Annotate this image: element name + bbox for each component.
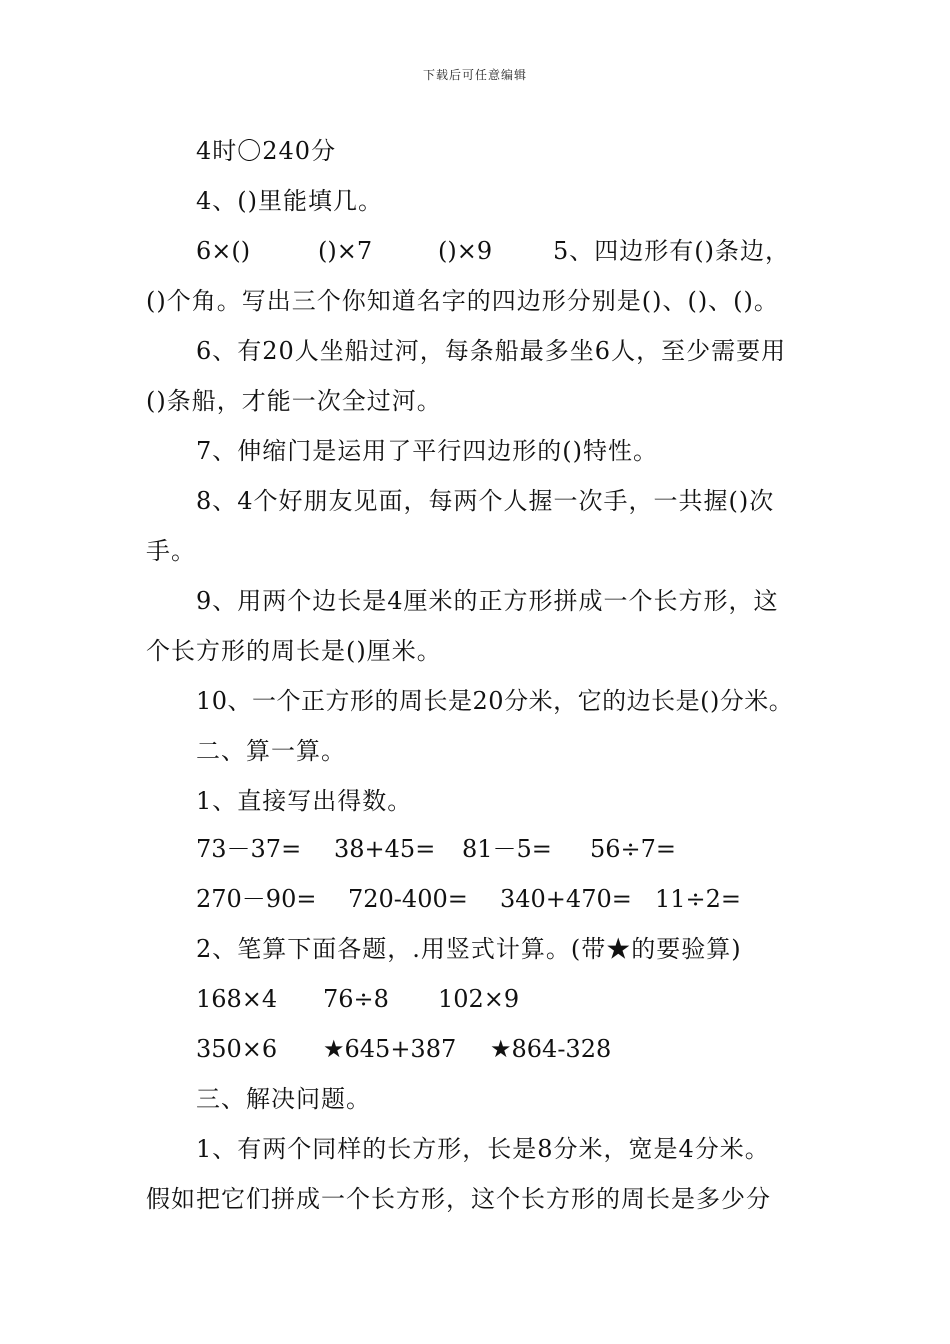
calc-item: 81－5= [462, 835, 552, 863]
calc-item: 73－37= [196, 835, 302, 863]
blank-item: ()×7 [318, 237, 373, 265]
section-3-title: 三、解决问题。 [196, 1085, 371, 1113]
question-5-continued: ()个角。写出三个你知道名字的四边形分别是()、()、()。 [146, 287, 779, 315]
question-10: 10、一个正方形的周长是20分米，它的边长是()分米。 [196, 687, 794, 715]
calc-item: 76÷8 [323, 985, 389, 1013]
calc-item: 340+470= [500, 885, 632, 913]
blank-item: ()×9 [438, 237, 493, 265]
section-2-title: 二、算一算。 [196, 737, 346, 765]
problem-1-continued: 假如把它们拼成一个长方形，这个长方形的周长是多少分 [146, 1185, 771, 1213]
question-5-start: 5、四边形有()条边， [553, 237, 790, 265]
question-9-continued: 个长方形的周长是()厘米。 [146, 637, 442, 665]
blank-item: 6×() [196, 237, 251, 265]
calc-item: ★645+387 [323, 1035, 457, 1063]
question-8-continued: 手。 [146, 537, 196, 565]
calc-item: 11÷2= [655, 885, 742, 913]
calc-item: 38+45= [334, 835, 436, 863]
text-line-time-compare: 4时〇240分 [196, 137, 337, 165]
question-6: 6、有20人坐船过河，每条船最多坐6人，至少需要用 [196, 337, 787, 365]
question-7: 7、伸缩门是运用了平行四边形的()特性。 [196, 437, 658, 465]
calc-item: 56÷7= [590, 835, 677, 863]
calc-item: 270－90= [196, 885, 317, 913]
question-9: 9、用两个边长是4厘米的正方形拼成一个长方形，这 [196, 587, 779, 615]
question-6-continued: ()条船，才能一次全过河。 [146, 387, 442, 415]
problem-1: 1、有两个同样的长方形，长是8分米，宽是4分米。 [196, 1135, 770, 1163]
calc-item: 102×9 [438, 985, 520, 1013]
calc-item: 720-400= [348, 885, 468, 913]
calc-item: 350×6 [196, 1035, 278, 1063]
question-4-title: 4、()里能填几。 [196, 187, 383, 215]
section-2-part-1: 1、直接写出得数。 [196, 787, 413, 815]
section-2-part-2: 2、笔算下面各题，.用竖式计算。(带★的要验算) [196, 935, 742, 963]
question-8: 8、4个好朋友见面，每两个人握一次手，一共握()次 [196, 487, 775, 515]
calc-item: 168×4 [196, 985, 278, 1013]
page-header: 下载后可任意编辑 [422, 68, 527, 82]
calc-item: ★864-328 [490, 1035, 612, 1063]
